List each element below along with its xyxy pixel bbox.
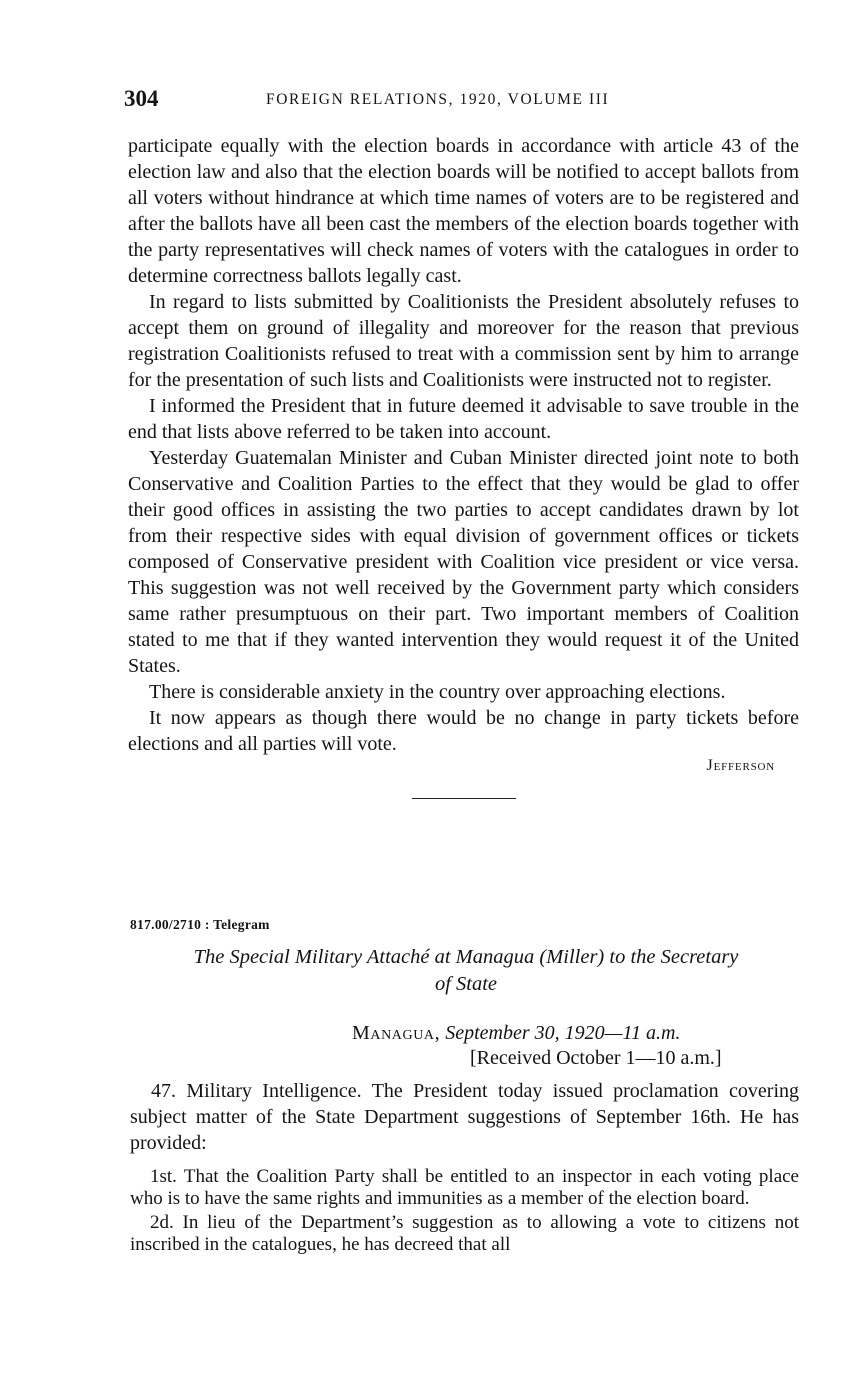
telegram-continuation xyxy=(128,133,799,799)
document-title-line: The Special Military Attaché at Managua (Miller) to the Secretary xyxy=(193,946,739,968)
provision-item: 1st. That the Coalition Party shall be entitled to an inspector in each voting place who is to have the same rights and immunities as a member of the election board. xyxy=(130,1166,799,1209)
paragraph: It now appears as though there would be no change in party tickets before elections and all parties will vote. xyxy=(128,707,799,755)
document-title-line: of State xyxy=(434,973,498,995)
dateline-place: Managua, xyxy=(352,1022,441,1044)
dateline xyxy=(352,1022,680,1045)
received-note: [Received October 1—10 a.m.] xyxy=(470,1047,722,1069)
signature: Jefferson xyxy=(706,757,775,774)
document-title xyxy=(128,944,804,998)
paragraph: Yesterday Guatemalan Minister and Cuban Minister directed joint note to both Conservative and Coalition Parties to the effect that they would be glad to offer their good offices in assisting the two parties to accept candidates drawn by lot from their respective sides with equal division of government offices or tickets composed of Conservative president with Coalition vice president or vice versa. This suggestion was not well received by the Government party which considers same rather presumptuous on their part. Two important members of Coalition stated to me that if they wanted intervention they would request it of the United States. xyxy=(128,447,799,677)
document-number: 817.00/2710 : Telegram xyxy=(130,917,270,932)
page-number: 304 xyxy=(124,86,159,111)
provision-item: 2d. In lieu of the Department’s suggestion as to allowing a vote to citizens not inscribed in the catalogues, he has decreed that all xyxy=(130,1212,799,1255)
paragraph: I informed the President that in future deemed it advisable to save trouble in the end that lists above referred to be taken into account. xyxy=(128,395,799,443)
page-header xyxy=(124,86,800,120)
proclamation-provisions xyxy=(130,1166,799,1256)
paragraph: participate equally with the election boards in accordance with article 43 of the election law and also that the election boards will be notified to accept ballots from all voters without hindrance at which time names of voters are to be registered and after the ballots have all been cast the members of the election boards together with the party representatives will check names of voters with the catalogues in order to determine correctness ballots legally cast. xyxy=(128,135,799,287)
paragraph: In regard to lists submitted by Coalitionists the President absolutely refuses to accept them on ground of illegality and moreover for the reason that previous registration Coalitionists refused to treat with a commission sent by him to arrange for the presentation of such lists and Coalitionists were instructed not to register. xyxy=(128,291,799,391)
telegram-body xyxy=(130,1078,799,1156)
section-divider xyxy=(412,798,516,799)
dateline-date: September 30, 1920—11 a.m. xyxy=(445,1022,681,1044)
running-head: FOREIGN RELATIONS, 1920, VOLUME III xyxy=(266,91,610,108)
paragraph: There is considerable anxiety in the country over approaching elections. xyxy=(149,681,726,703)
paragraph: 47. Military Intelligence. The President today issued proclamation covering subject matter of the State Department suggestions of September 16th. He has provided: xyxy=(130,1080,799,1154)
